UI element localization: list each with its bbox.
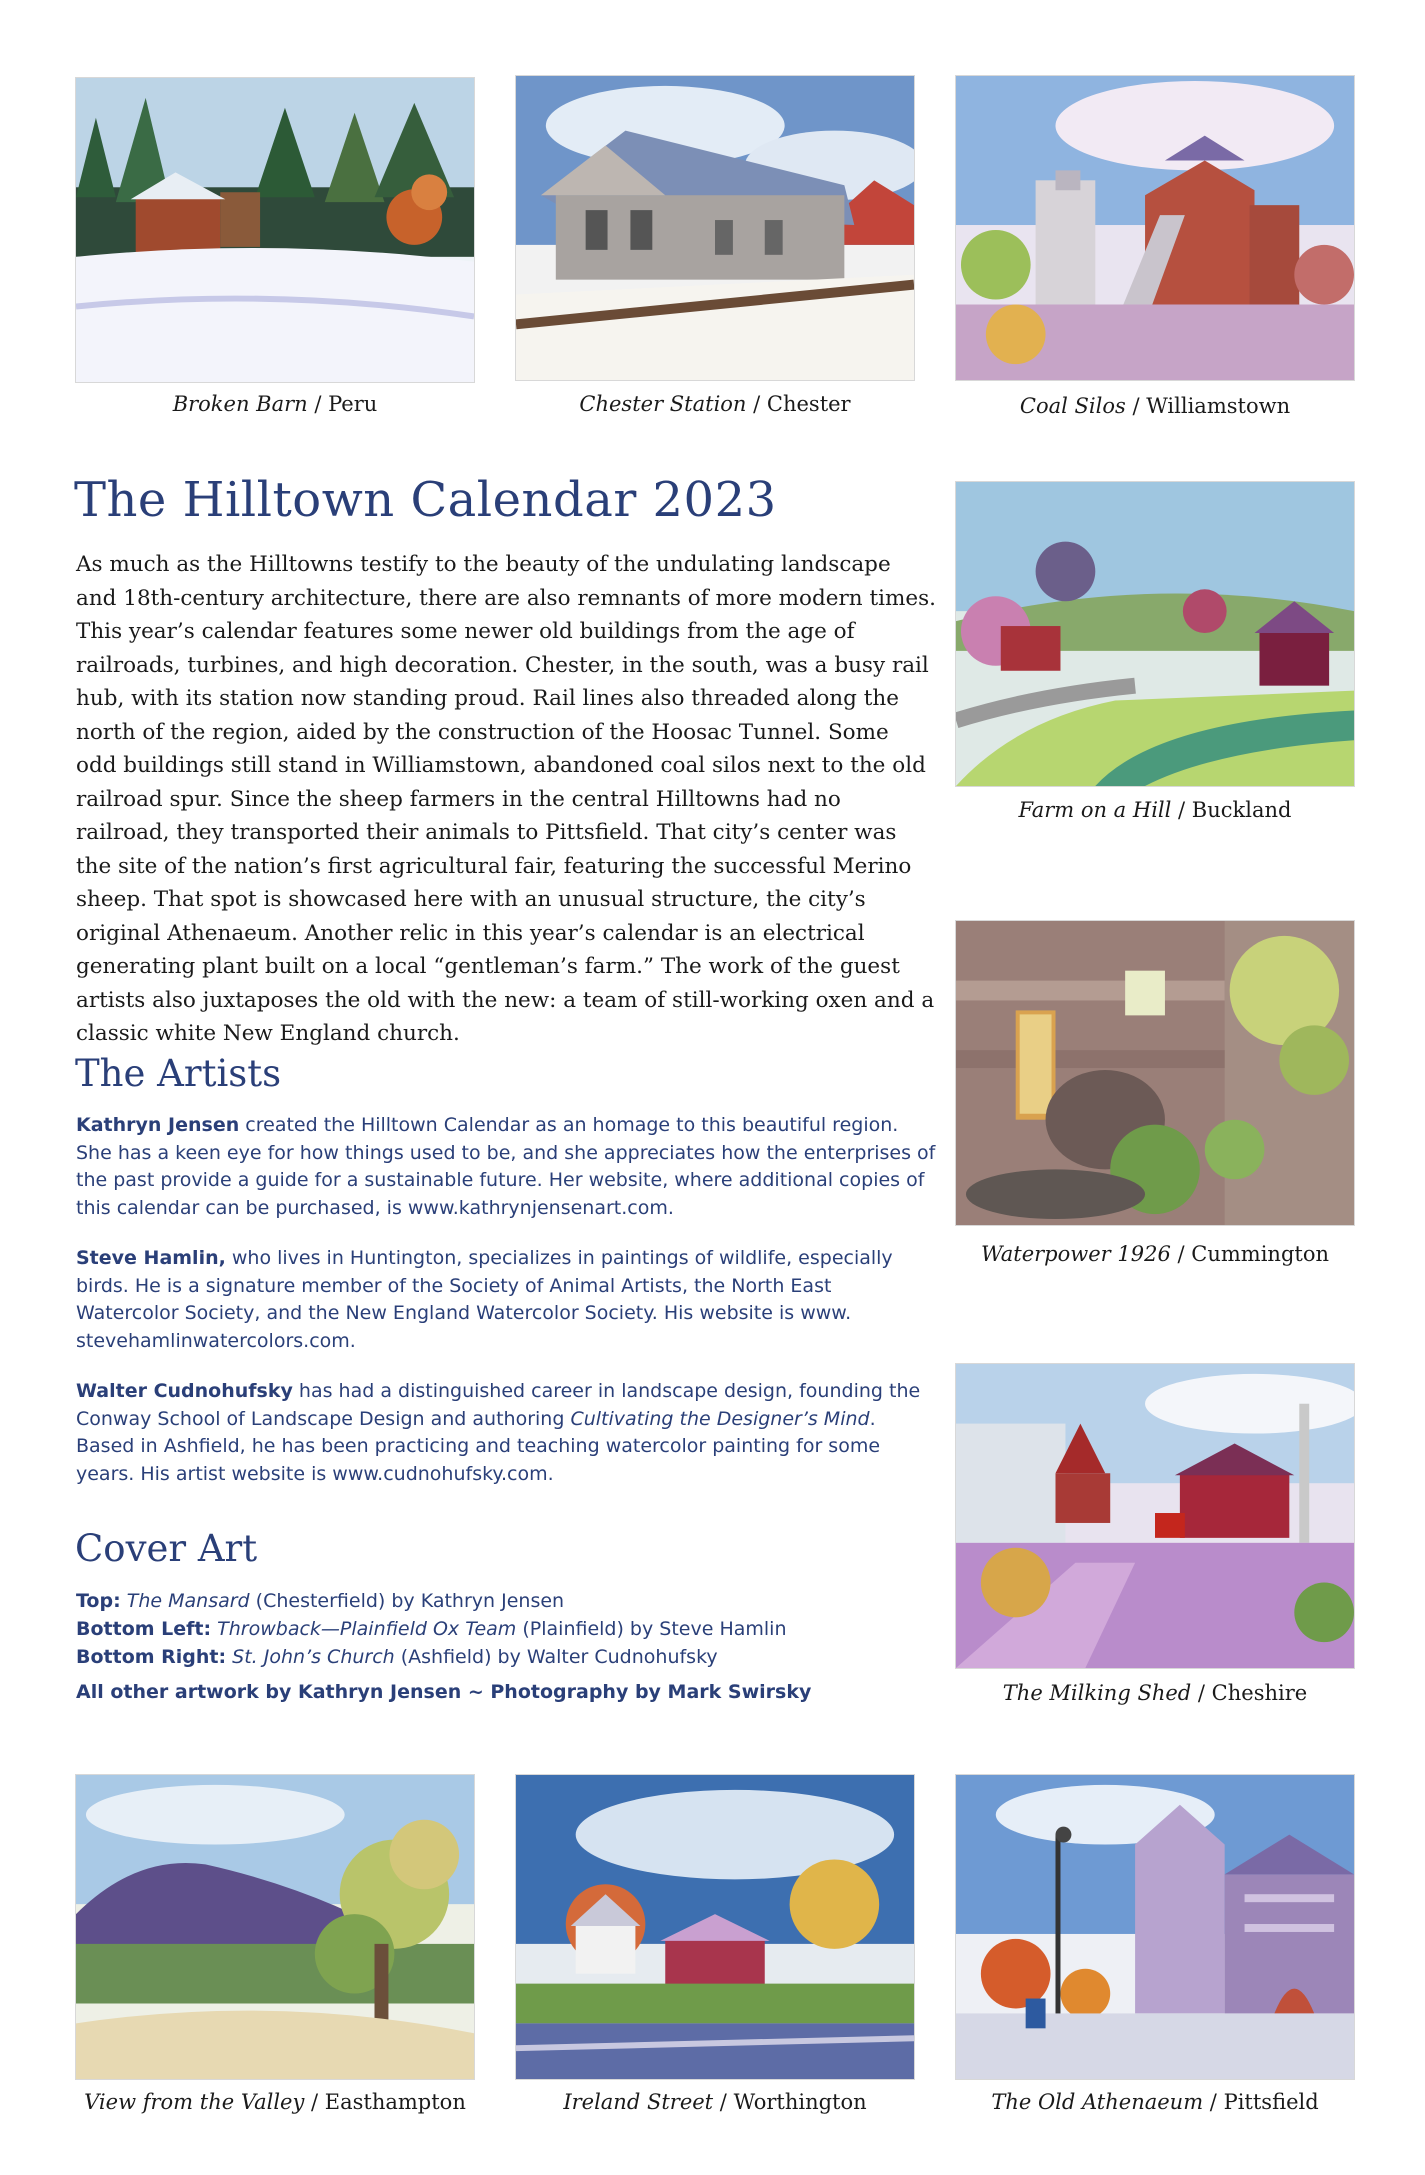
caption-waterpower-1926: Waterpower 1926 / Cummington [981,1242,1329,1266]
painting-the-old-athenaeum [955,1774,1355,2080]
caption-the-milking-shed: The Milking Shed / Cheshire [1002,1681,1308,1705]
artwork-photography-credit: All other artwork by Kathryn Jensen ~ Photography by Mark Swirsky [76,1681,812,1703]
cover-art-heading: Cover Art [75,1527,258,1570]
painting-coal-silos [955,75,1355,381]
artist-bio-jensen: Kathryn Jensen created the Hilltown Calendar as an homage to this beautiful region. She has a keen eye for how things used to be, and she appreciates how the enterprises of the past provide a guide for a sustainable future. Her website, where additional copies of this calendar can be purchased, is www.kathrynjensenart.com. [76,1114,936,1219]
painting-chester-station [515,75,915,381]
caption-chester-station: Chester Station / Chester [579,392,851,416]
artist-bio-cudnohufsky: Walter Cudnohufsky has had a distinguished career in landscape design, founding the Conway School of Landscape Design and authoring Cultivating the Designer’s Mind. Based in Ashfield, he has been practicing and teaching watercolor painting for some years. His artist website is www.cudnohufsky.com. [76,1380,921,1485]
cover-credit-top: Top: The Mansard (Chesterfield) by Kathryn Jensen [76,1590,565,1612]
caption-coal-silos: Coal Silos / Williamstown [1019,394,1291,418]
intro-paragraph: As much as the Hilltowns testify to the beauty of the undulating landscape and 18th-century architecture, there are also remnants of more modern times. This year’s calendar features some newer old buildings from the age of railroads, turbines, and high decoration. Chester, in the south, was a busy rail hub, with its station now standing proud. Rail lines also threaded along the north of the region, aided by the construction of the Hoosac Tunnel. Some odd buildings still stand in Williamstown, abandoned coal silos next to the old railroad spur. Since the sheep farmers in the central Hilltowns had no railroad, they transported their animals to Pittsfield. That city’s center was the site of the nation’s first agricultural fair, featuring the successful Merino sheep. That spot is showcased here with an unusual structure, the city’s original Athenaeum. Another relic in this year’s calendar is an electrical generating plant built on a local “gentleman’s farm.” The work of the guest artists also juxtaposes the old with the new: a team of still-working oxen and a classic white New England church. [76,552,936,1046]
caption-broken-barn: Broken Barn / Peru [172,392,378,416]
artists-heading: The Artists [75,1052,282,1095]
caption-the-old-athenaeum: The Old Athenaeum / Pittsfield [991,2090,1319,2114]
book-title: Cultivating the Designer’s Mind [570,1407,870,1430]
page-title: The Hilltown Calendar 2023 [74,472,777,528]
painting-farm-on-a-hill [955,481,1355,787]
cover-credit-bottom-right: Bottom Right: St. John’s Church (Ashfield) by Walter Cudnohufsky [76,1646,718,1668]
artist-bio-hamlin: Steve Hamlin, who lives in Huntington, specializes in paintings of wildlife, especially birds. He is a signature member of the Society of Animal Artists, the North East Watercolor Society, and the New England Watercolor Society. His website is www. stevehamlinwatercolors.com. [76,1247,893,1352]
painting-view-from-the-valley [75,1774,475,2080]
caption-farm-on-a-hill: Farm on a Hill / Buckland [1018,798,1292,822]
painting-broken-barn [75,77,475,383]
painting-ireland-street [515,1774,915,2080]
artist-name: Walter Cudnohufsky [76,1380,293,1402]
cover-credit-bottom-left: Bottom Left: Throwback—Plainfield Ox Team (Plainfield) by Steve Hamlin [76,1618,787,1640]
caption-ireland-street: Ireland Street / Worthington [563,2090,867,2114]
artist-name: Kathryn Jensen [76,1114,240,1136]
caption-view-from-the-valley: View from the Valley / Easthampton [84,2090,466,2114]
painting-the-milking-shed [955,1363,1355,1669]
painting-waterpower-1926 [955,920,1355,1226]
artist-name: Steve Hamlin, [76,1247,226,1269]
